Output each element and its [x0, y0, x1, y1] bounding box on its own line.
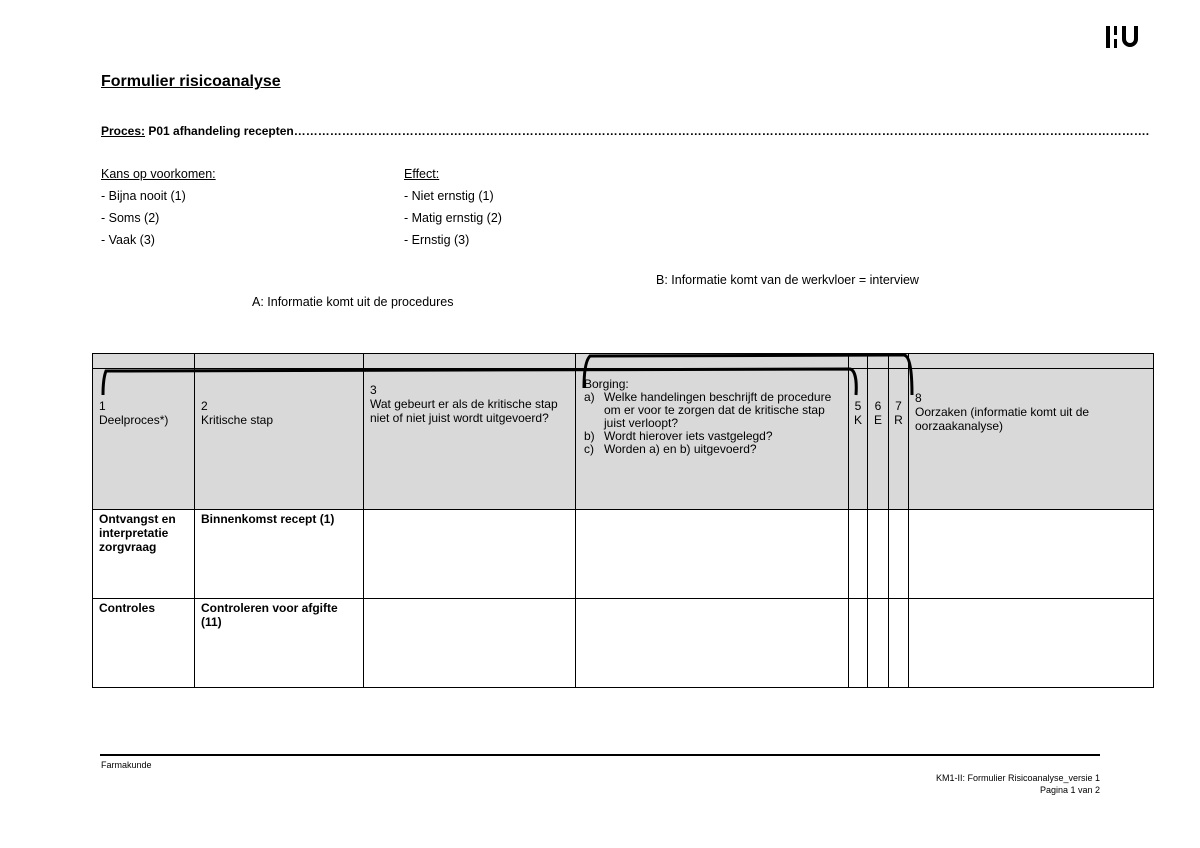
header-gevolg: 3 Wat gebeurt er als de kritische stap niet of niet juist wordt uitgevoerd?: [364, 369, 576, 510]
cell-e[interactable]: [868, 599, 889, 688]
effect-item: - Niet ernstig (1): [404, 189, 494, 203]
cell-k[interactable]: [849, 510, 868, 599]
proces-line: [101, 124, 1149, 138]
risk-table: [92, 353, 1154, 688]
cell-k[interactable]: [849, 599, 868, 688]
cell-gevolg[interactable]: [364, 599, 576, 688]
page-title: Formulier risicoanalyse: [101, 73, 281, 90]
cell-gevolg[interactable]: [364, 510, 576, 599]
cell-deelproces: Controles: [93, 599, 195, 688]
kans-item: - Soms (2): [101, 211, 160, 225]
effect-header: Effect:: [404, 167, 440, 181]
header-deelproces: 1 Deelproces*): [93, 369, 195, 510]
header-k: 5 K: [849, 369, 868, 510]
table-row: [93, 510, 1154, 599]
proces-label: Proces:: [101, 124, 146, 138]
cell-borging[interactable]: [576, 599, 849, 688]
table-row: [93, 599, 1154, 688]
cell-kritische-stap: Controleren voor afgifte (11): [195, 599, 364, 688]
header-kritische-stap: 2 Kritische stap: [195, 369, 364, 510]
kans-header: Kans op voorkomen:: [101, 167, 216, 181]
header-oorzaken: 8 Oorzaken (informatie komt uit de oorzaakanalyse): [909, 369, 1154, 510]
cell-r[interactable]: [889, 510, 909, 599]
proces-value: P01 afhandeling recepten: [148, 124, 294, 138]
cell-deelproces: Ontvangst en interpretatie zorgvraag: [93, 510, 195, 599]
hu-logo: [1104, 24, 1144, 50]
footer-document-name: KM1-II: Formulier Risicoanalyse_versie 1: [935, 773, 1100, 783]
note-b: B: Informatie komt van de werkvloer = interview: [656, 273, 919, 287]
header-borging: Borging: a) Welke handelingen beschrijft de procedure om er voor te zorgen dat de kritische stap juist verloopt? b) Wordt hierover iets vastgelegd? c) Worden a) en b) uitgevoerd?: [576, 369, 849, 510]
kans-scale: [101, 163, 216, 251]
cell-oorzaken[interactable]: [909, 510, 1154, 599]
header-r: 7 R: [889, 369, 909, 510]
footer-right: [936, 772, 1100, 796]
footer-divider: [100, 754, 1100, 756]
table-header-row: [93, 369, 1154, 510]
note-a: A: Informatie komt uit de procedures: [252, 295, 454, 309]
cell-kritische-stap: Binnenkomst recept (1): [195, 510, 364, 599]
cell-oorzaken[interactable]: [909, 599, 1154, 688]
effect-item: - Ernstig (3): [404, 233, 470, 247]
table-top-strip: [93, 354, 1154, 369]
header-e: 6 E: [868, 369, 889, 510]
proces-dots: …………………………………………………………………………………………………………………………………………………………………………………………….: [293, 124, 1150, 138]
kans-item: - Bijna nooit (1): [101, 189, 186, 203]
cell-e[interactable]: [868, 510, 889, 599]
kans-item: - Vaak (3): [101, 233, 155, 247]
cell-r[interactable]: [889, 599, 909, 688]
cell-borging[interactable]: [576, 510, 849, 599]
footer-left: Farmakunde: [101, 760, 152, 770]
effect-item: - Matig ernstig (2): [404, 211, 502, 225]
footer-page-number: Pagina 1 van 2: [1039, 785, 1100, 795]
effect-scale: [404, 163, 502, 251]
